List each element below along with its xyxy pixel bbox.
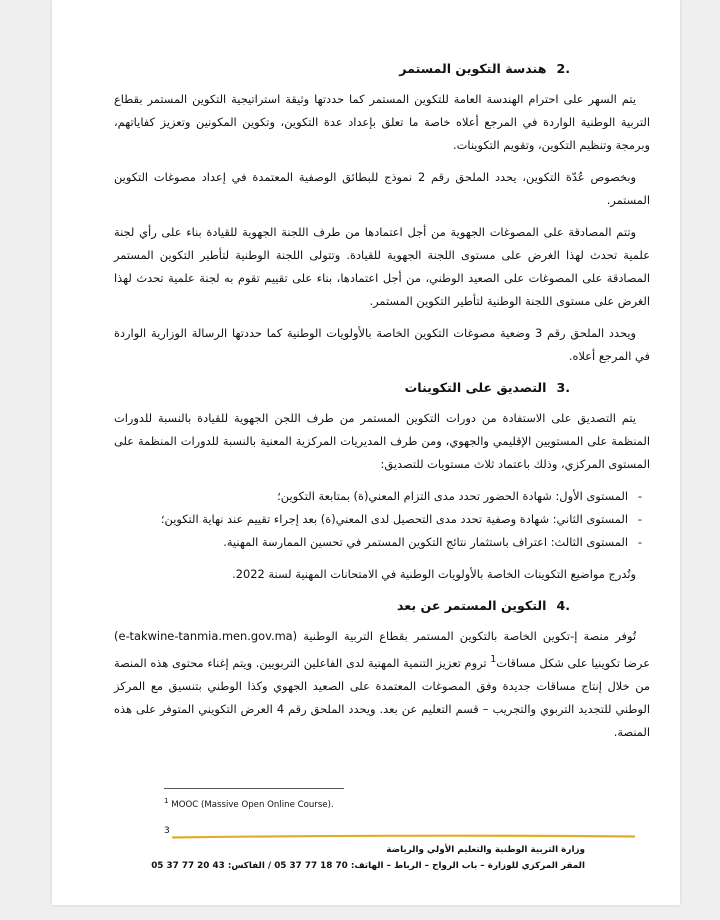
footnote bbox=[164, 796, 334, 810]
section-2-paragraph: وبخصوص عُدّة التكوين، يحدد الملحق رقم 2 نموذج للبطائق الوصفية المعتمدة في إعداد مصوغات التكوين المستمر. bbox=[114, 170, 650, 207]
section-4-text-start: تُوفر منصة إ-تكوين الخاصة بالتكوين المستمر بقطاع التربية الوطنية bbox=[297, 629, 636, 643]
section-3-heading bbox=[114, 377, 650, 399]
footnote-reference: 1 bbox=[490, 654, 497, 665]
section-4-paragraph bbox=[114, 625, 650, 744]
section-2-heading bbox=[114, 58, 650, 80]
section-3-title: التصديق على التكوينات bbox=[404, 380, 547, 395]
certification-level-item: - المستوى الثالث: اعتراف باستثمار نتائج التكوين المستمر في تحسين الممارسة المهنية. bbox=[114, 531, 628, 554]
section-2-number: .2 bbox=[556, 61, 570, 76]
certification-levels-list bbox=[114, 485, 650, 554]
certification-level-item: - المستوى الأول: شهادة الحضور تحدد مدى التزام المعني(ة) بمتابعة التكوين؛ bbox=[114, 485, 628, 508]
footer-address: المقر المركزي للوزارة – باب الرواح – الرباط – الهاتف: 70 18 77 37 05 / الفاكس: 43 20 77 37 05 bbox=[151, 861, 585, 871]
section-2-paragraph: يتم السهر على احترام الهندسة العامة للتكوين المستمر كما حددتها وثيقة استراتيجية التكوين المستمر بقطاع التربية الوطنية الواردة في المرجع أعلاه خاصة ما تعلق بإعداد عدة التكوين، وتكوين المكونين وتعزيز كفاياتهم، وبرمجة وتنظيم التكوين، وتقويم التكوينات. bbox=[114, 92, 650, 152]
footer-gold-line bbox=[172, 834, 635, 839]
footnote-marker: 1 bbox=[164, 796, 169, 805]
document-body bbox=[114, 58, 650, 753]
footnote-separator bbox=[164, 788, 344, 789]
section-4-heading bbox=[114, 595, 650, 617]
section-3-intro: يتم التصديق على الاستفادة من دورات التكوين المستمر من طرف اللجن الجهوية للقيادة بالنسبة للدورات المنظمة على المستويين الإقليمي والجهوي، ومن طرف المديريات المركزية المعنية بالنسبة للدورات المنظمة على المستوى المركزي، وذلك باعتماد ثلاث مستويات للتصديق: bbox=[114, 411, 650, 471]
document-page bbox=[52, 0, 680, 905]
page-number: 3 bbox=[164, 826, 170, 836]
section-4-title: التكوين المستمر عن بعد bbox=[397, 598, 547, 613]
section-2-title: هندسة التكوين المستمر bbox=[399, 61, 547, 76]
section-2-paragraph: وتتم المصادقة على المصوغات الجهوية من أجل اعتمادها من طرف اللجنة الجهوية للقيادة بناء على رأي لجنة علمية تحدث لهذا الغرض على مستوى اللجنة الجهوية للقيادة. وتتولى اللجنة الوطنية لتأطير التكوين المستمر المصادقة على المصوغات على الصعيد الوطني، من أجل اعتمادها، بناء على تقييم تقوم به لجنة علمية تحدث لهذا الغرض على مستوى اللجنة الوطنية لتأطير التكوين المستمر. bbox=[114, 225, 650, 308]
certification-level-item: - المستوى الثاني: شهادة وصفية تحدد مدى التحصيل لدى المعني(ة) بعد إجراء تقييم عند نهاية التكوين؛ bbox=[114, 508, 628, 531]
section-4-text-end: تروم تعزيز التنمية المهنية لدى الفاعلين التربويين. ويتم إغناء محتوى هذه المنصة من خلال إنتاج مساقات جديدة وفق المصوغات المعتمدة على الصعيد الجهوي وكذا الوطني بتنسيق مع المركز الوطني للتجديد التربوي والتجريب – قسم التعليم عن بعد. ويحدد الملحق رقم 4 العرض التكويني المتوفر على هذه المنصة. bbox=[114, 655, 650, 739]
footnote-text: MOOC (Massive Open Online Course). bbox=[171, 799, 334, 810]
section-4-text-middle: عرضا تكوينيا على شكل مساقات bbox=[496, 655, 650, 670]
footer bbox=[151, 842, 585, 874]
section-3-number: .3 bbox=[556, 380, 570, 395]
footer-ministry: وزارة التربية الوطنية والتعليم الأولي والرياضة bbox=[386, 845, 585, 855]
section-2-paragraph: ويحدد الملحق رقم 3 وضعية مصوغات التكوين الخاصة بالأولويات الوطنية كما حددتها الرسالة الوزارية الواردة في المرجع أعلاه. bbox=[114, 326, 650, 363]
platform-url: (e-takwine-tanmia.men.gov.ma) bbox=[114, 629, 298, 643]
section-3-closing: وتُدرج مواضيع التكوينات الخاصة بالأولويات الوطنية في الامتحانات المهنية لسنة 2022. bbox=[232, 567, 636, 581]
section-4-number: .4 bbox=[556, 598, 570, 613]
